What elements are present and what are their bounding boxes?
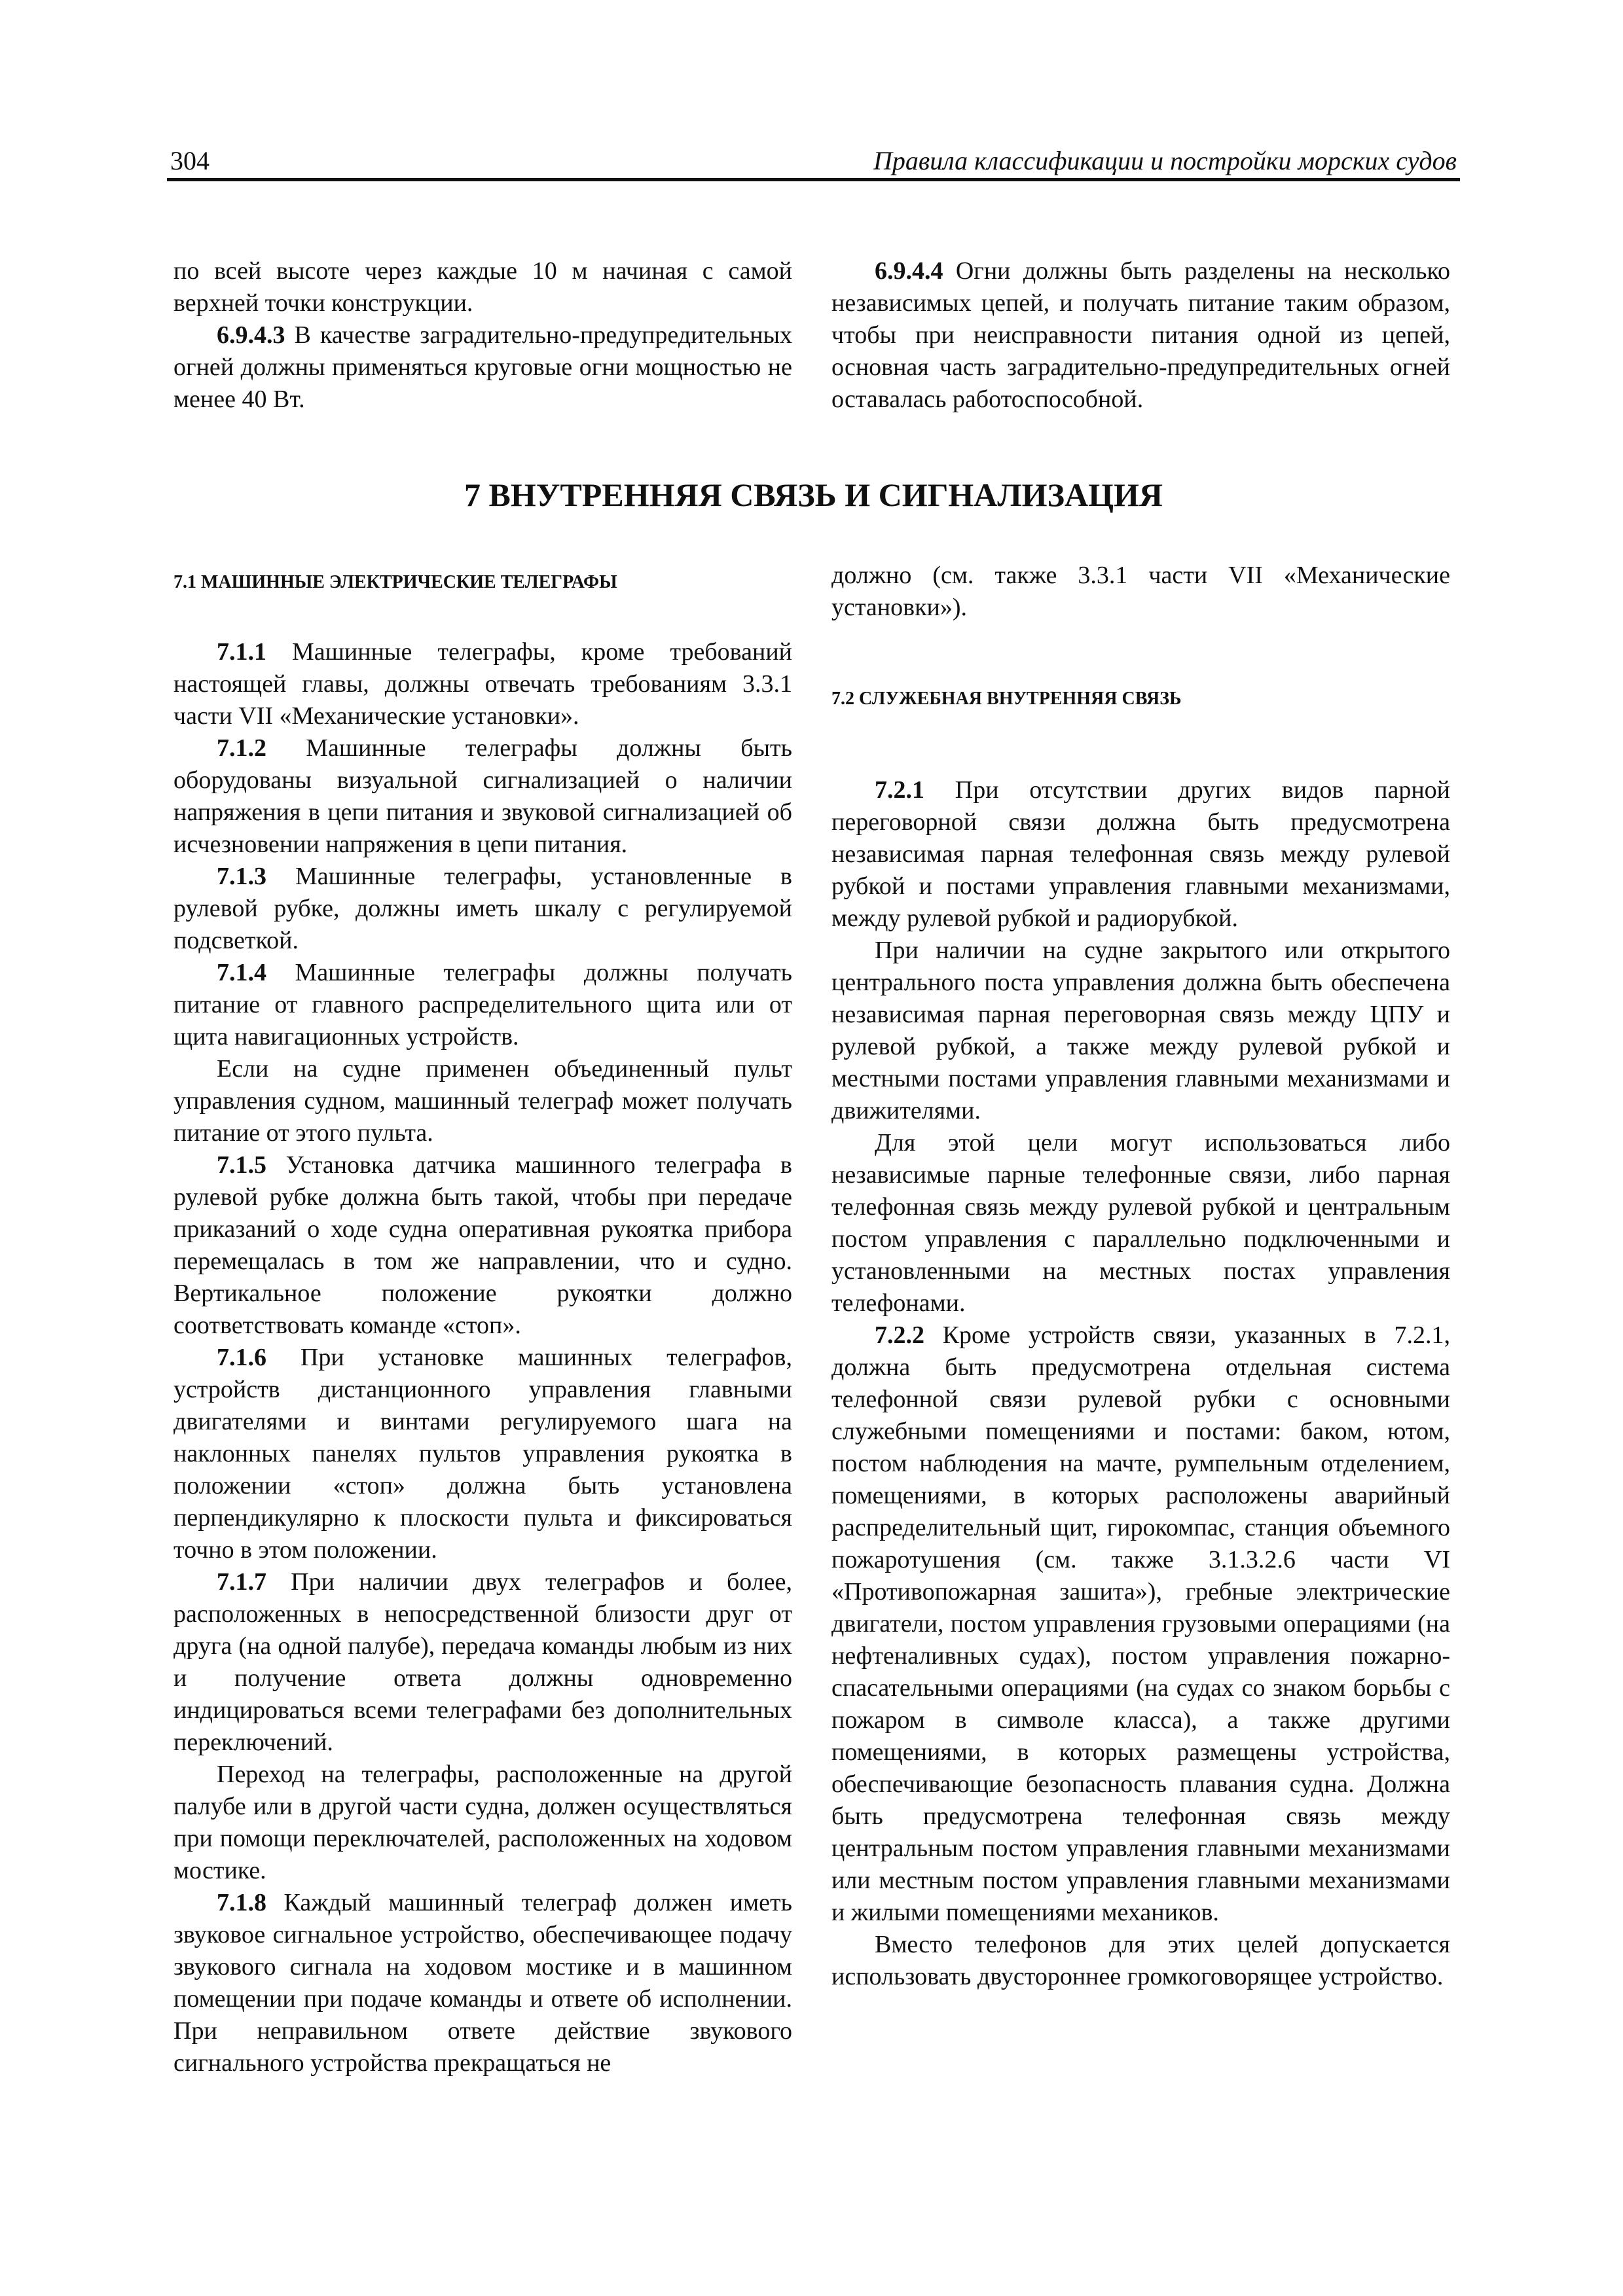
paragraph-7-1-4 [173, 957, 792, 1053]
paragraph-7-1-5 [173, 1149, 792, 1342]
paragraph-text: Машинные телеграфы, кроме требований настоящей главы, должны отвечать требованиям 3.3.1 части VII «Механические установки». [173, 638, 792, 730]
paragraph-number: 7.1.5 [217, 1151, 266, 1179]
top-left-column [173, 255, 792, 416]
paragraph: Переход на телеграфы, расположенные на другой палубе или в другой части судна, должен осуществляться при помощи переключателей, расположенных на ходовом мостике. [173, 1761, 792, 1884]
paragraph-7-1-7 [173, 1566, 792, 1759]
paragraph-text: Машинные телеграфы должны быть оборудованы визуальной сигнализацией о наличии напряжения в цепи питания и звуковой сигнализацией об исчезновении напряжения в цепи питания. [173, 734, 792, 858]
paragraph-6-9-4-3 [173, 319, 792, 416]
top-right-column [831, 255, 1450, 416]
paragraph-text: Каждый машинный телеграф должен иметь звуковое сигнальное устройство, обеспечивающее подачу звукового сигнала на ходовом мостике и в машинном помещении при подаче команды и ответе об исполнении. При неправильном ответе действие звукового сигнального устройства прекращаться не [173, 1889, 792, 2077]
paragraph-continuation: должно (см. также 3.3.1 части VII «Механические установки»). [831, 562, 1450, 621]
right-column [831, 560, 1450, 1993]
paragraph-text: При установке машинных телеграфов, устройств дистанционного управления главными двигателями и винтами регулируемого шага на наклонных панелях пультов управления рукоятка в положении «стоп» должна быть установлена перпендикулярно к плоскости пульта и фиксироваться точно в этом положении. [173, 1344, 792, 1564]
paragraph-number: 7.1.8 [217, 1889, 266, 1916]
paragraph-text: При наличии двух телеграфов и более, расположенных в непосредственной близости друг от друга (на одной палубе), передача команды любым из них и получение ответа должны одновременно индицироваться всеми телеграфами без дополнительных переключений. [173, 1568, 792, 1756]
paragraph-text: Огни должны быть разделены на несколько независимых цепей, и получать питание таким образом, чтобы при неисправности питания одной из цепей, основная часть заградительно-предупредительных огней оставалась работоспособной. [831, 257, 1450, 413]
paragraph-7-2-1 [831, 774, 1450, 935]
paragraph-7-1-1 [173, 636, 792, 732]
paragraph-7-1-2 [173, 732, 792, 861]
paragraph-text: Установка датчика машинного телеграфа в рулевой рубке должна быть такой, чтобы при передаче приказаний о ходе судна оперативная рукоятка прибора перемещалась в том же направлении, что и судно. Вертикальное положение рукоятки должно соответствовать команде «стоп». [173, 1151, 792, 1339]
paragraph-number: 7.2.2 [875, 1321, 924, 1349]
paragraph-number: 6.9.4.4 [875, 257, 943, 285]
paragraph-number: 7.1.2 [217, 734, 266, 762]
paragraph-text: При отсутствии других видов парной переговорной связи должна быть предусмотрена независимая парная телефонная связь между рулевой рубкой и постами управления главными механизмами, между рулевой рубкой и радиорубкой. [831, 776, 1450, 932]
subsection-title: 7.2 СЛУЖЕБНАЯ ВНУТРЕННЯЯ СВЯЗЬ [831, 689, 1182, 709]
page-number: 304 [170, 146, 210, 175]
paragraph: по всей высоте через каждые 10 м начиная с самой верхней точки конструкции. [173, 257, 792, 317]
paragraph: При наличии на судне закрытого или открытого центрального поста управления должна быть обеспечена независимая парная переговорная связь между ЦПУ и рулевой рубкой, а также между рулевой рубкой и местными постами управления главными механизмами и движителями. [831, 937, 1450, 1124]
paragraph-text: Кроме устройств связи, указанных в 7.2.1, должна быть предусмотрена отдельная система телефонной связи рулевой рубки с основными служебными помещениями и постами: баком, ютом, постом наблюдения на мачте, румпельным отделением, помещениями, в которых расположены аварийный распределительный щит, гирокомпас, станция объемного пожаротушения (см. также 3.1.3.2.6 части VI «Противопожарная зашита»), гребные электрические двигатели, постом управления грузовыми операциями (на нефтеналивных судах), постом управления пожарно-спасательными операциями (на судах со знаком борьбы с пожаром в символе класса), а также другими помещениями, в которых размещены устройства, обеспечивающие безопасность плавания судна. Должна быть предусмотрена телефонная связь между центральным постом управления главными механизмами или местным постом управления главными механизмами и жилыми помещениями механиков. [831, 1321, 1450, 1926]
paragraph-7-1-6 [173, 1342, 792, 1566]
paragraph-text: Машинные телеграфы должны получать питание от главного распределительного щита или от щита навигационных устройств. [173, 959, 792, 1050]
paragraph-text: Машинные телеграфы, установленные в рулевой рубке, должны иметь шкалу с регулируемой подсветкой. [173, 863, 792, 954]
paragraph-7-2-2 [831, 1319, 1450, 1929]
left-column [173, 569, 792, 2079]
section-title: 7 ВНУТРЕННЯЯ СВЯЗЬ И СИГНАЛИЗАЦИЯ [464, 476, 1163, 513]
paragraph-7-1-8 [173, 1887, 792, 2079]
paragraph-number: 6.9.4.3 [217, 321, 285, 349]
paragraph-number: 7.1.7 [217, 1568, 266, 1596]
paragraph: Если на судне применен объединенный пульт управления судном, машинный телеграф может получать питание от этого пульта. [173, 1055, 792, 1147]
page-header [167, 137, 1460, 181]
paragraph-7-1-3 [173, 861, 792, 957]
paragraph-number: 7.1.6 [217, 1344, 266, 1371]
paragraph: Для этой цели могут использоваться либо независимые парные телефонные связи, либо парная телефонная связь между рулевой рубкой и центральным постом управления с параллельно подключенными и установленными на местных постах управления телефонами. [831, 1129, 1450, 1317]
paragraph-number: 7.1.1 [217, 638, 266, 666]
paragraph-text: В качестве заградительно-предупредительных огней должны применяться круговые огни мощностью не менее 40 Вт. [173, 321, 792, 413]
paragraph-number: 7.2.1 [875, 776, 924, 804]
subsection-title: 7.1 МАШИННЫЕ ЭЛЕКТРИЧЕСКИЕ ТЕЛЕГРАФЫ [173, 572, 617, 592]
paragraph-number: 7.1.3 [217, 863, 266, 890]
paragraph-number: 7.1.4 [217, 959, 266, 986]
paragraph-6-9-4-4 [831, 255, 1450, 416]
running-title: Правила классификации и постройки морских судов [873, 146, 1457, 175]
paragraph: Вместо телефонов для этих целей допускается использовать двустороннее громкоговорящее устройство. [831, 1931, 1450, 1990]
